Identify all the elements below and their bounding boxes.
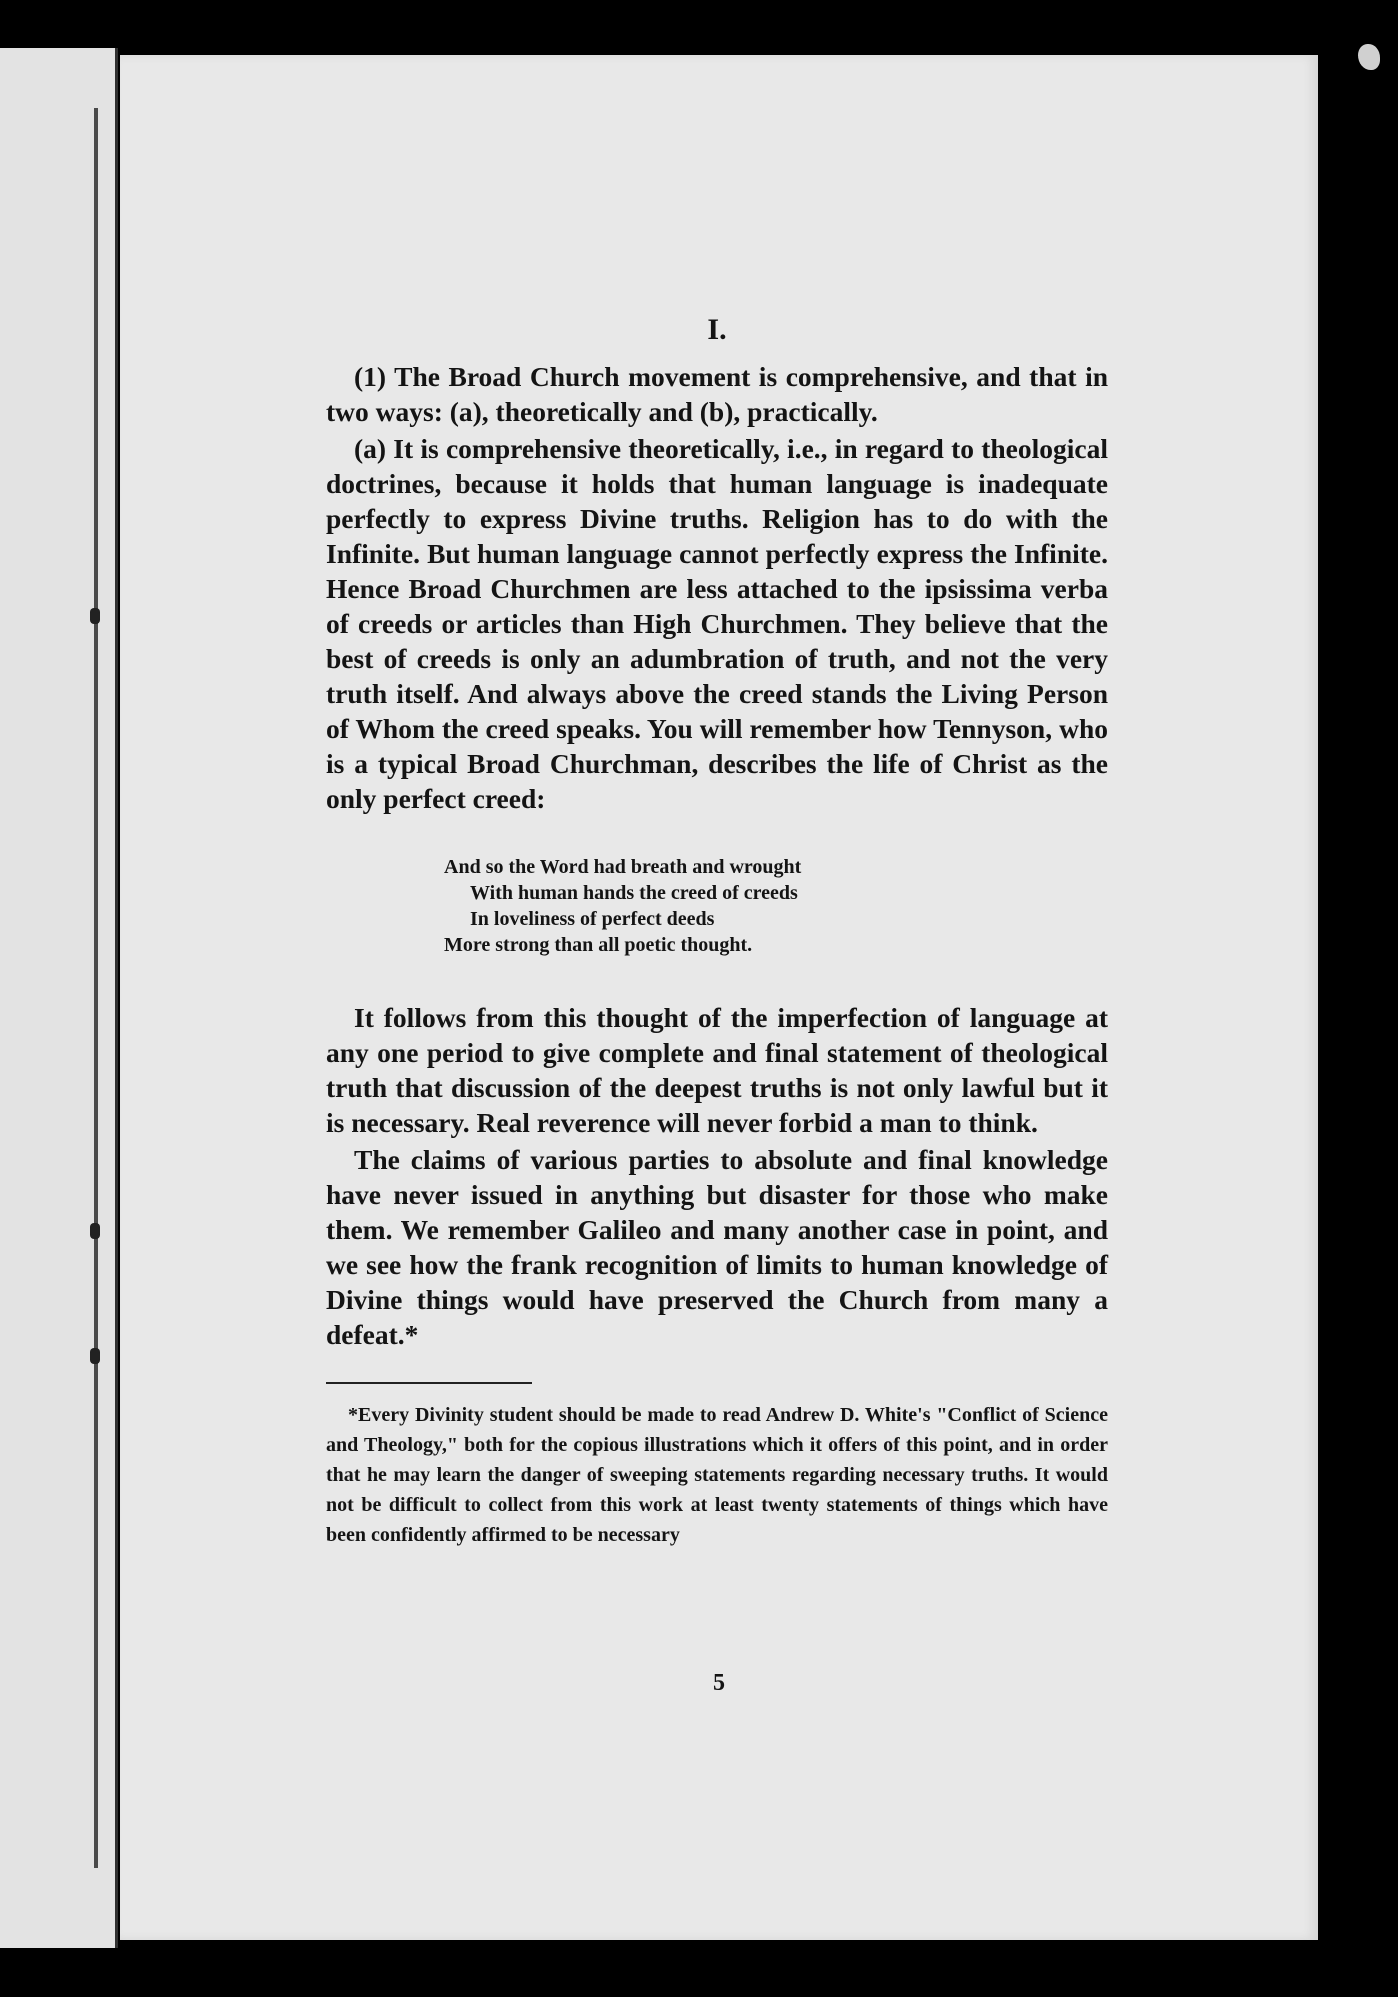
verse-line: And so the Word had breath and wrought xyxy=(444,856,802,878)
page-text xyxy=(326,315,1108,1550)
footnote: *Every Divinity student should be made to read Andrew D. White's "Conflict of Science and Theology," both for the copious illustrations which it offers of this point, and in order that he may learn the danger of sweeping statements regarding necessary truths. It would not be difficult to collect from this work at least twenty statements of things which have been confidently affirmed to be necessary xyxy=(326,1404,1108,1546)
binding-mark xyxy=(90,1223,100,1239)
paragraph-1: (1) The Broad Church movement is comprehensive, and that in two ways: (a), theoretically and (b), practically. xyxy=(326,361,1108,427)
scan-speck xyxy=(1358,44,1380,70)
binding-rule xyxy=(94,108,98,1868)
section-heading: I. xyxy=(707,313,727,346)
footnote-divider xyxy=(326,1382,532,1384)
binding-gutter xyxy=(0,48,118,1948)
binding-mark xyxy=(90,1348,100,1364)
verse-line: More strong than all poetic thought. xyxy=(444,934,753,956)
binding-mark xyxy=(90,608,100,624)
document-page xyxy=(120,55,1318,1940)
verse-quotation xyxy=(444,854,1108,958)
page-number: 5 xyxy=(713,1670,725,1696)
paragraph-3: It follows from this thought of the imperfection of language at any one period to give complete and final statement of theological truth that discussion of the deepest truths is not only lawful but it is necessary. Real reverence will never forbid a man to think. xyxy=(326,1002,1108,1138)
verse-line: With human hands the creed of creeds xyxy=(470,882,798,904)
paragraph-2: (a) It is comprehensive theoretically, i.e., in regard to theological doctrines, because it holds that human language is inadequate perfectly to express Divine truths. Religion has to do with the Infinite. But human language cannot perfectly express the Infinite. Hence Broad Churchmen are less attached to the ipsissima verba of creeds or articles than High Churchmen. They believe that the best of creeds is only an adumbration of truth, and not the very truth itself. And always above the creed stands the Living Person of Whom the creed speaks. You will remember how Tennyson, who is a typical Broad Churchman, describes the life of Christ as the only perfect creed: xyxy=(326,433,1108,814)
verse-line: In loveliness of perfect deeds xyxy=(470,908,715,930)
paragraph-4: The claims of various parties to absolute and final knowledge have never issued in anything but disaster for those who make them. We remember Galileo and many another case in point, and we see how the frank recognition of limits to human knowledge of Divine things would have preserved the Church from many a defeat.* xyxy=(326,1144,1108,1350)
